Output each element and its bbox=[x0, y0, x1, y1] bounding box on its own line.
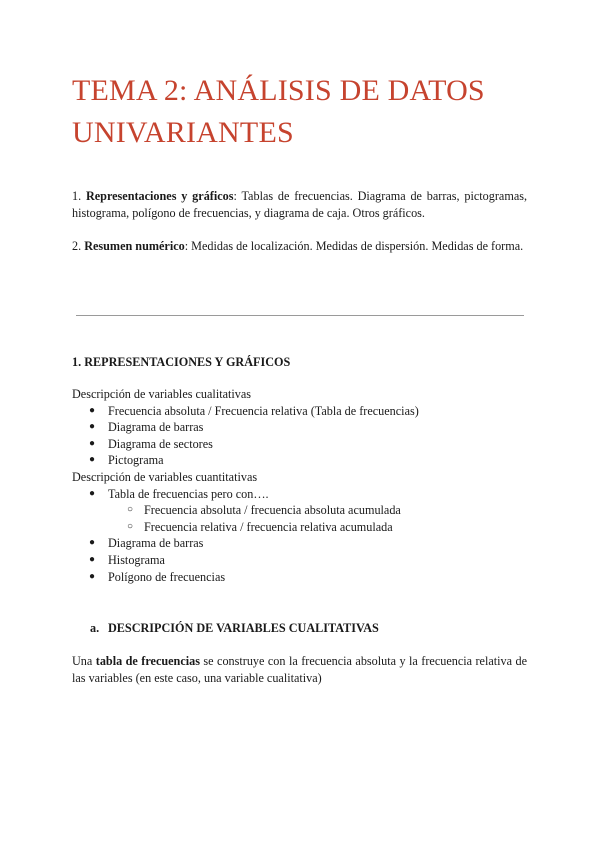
intro-item-2-bold: Resumen numérico bbox=[84, 239, 185, 253]
list-item-text: Pictograma bbox=[108, 453, 164, 468]
section-1-heading: 1. REPRESENTACIONES Y GRÁFICOS bbox=[72, 355, 291, 369]
sub-list-item bbox=[72, 502, 532, 519]
list-item bbox=[72, 569, 532, 586]
list-cualitativas bbox=[72, 403, 532, 469]
subsection-a-heading bbox=[90, 620, 379, 637]
subsection-a-paragraph bbox=[72, 653, 527, 687]
bullet-icon: ● bbox=[89, 404, 96, 416]
intro-item-2-number: 2. bbox=[72, 239, 82, 253]
bullet-icon: ● bbox=[89, 421, 96, 433]
intro-item-1-number: 1. bbox=[72, 189, 82, 203]
bullet-icon: ● bbox=[89, 487, 96, 499]
list-item bbox=[72, 403, 532, 420]
list-item-text: Diagrama de sectores bbox=[108, 436, 213, 451]
intro-item-2 bbox=[72, 238, 527, 255]
bullet-icon: ● bbox=[89, 437, 96, 449]
document-title: TEMA 2: ANÁLISIS DE DATOS UNIVARIANTES bbox=[72, 74, 485, 149]
list-item bbox=[72, 436, 532, 453]
group-label-cuantitativas: Descripción de variables cuantitativas bbox=[72, 469, 258, 484]
horizontal-divider bbox=[76, 315, 524, 316]
bullet-icon: ● bbox=[89, 570, 96, 582]
sub-list-item bbox=[72, 519, 532, 536]
paragraph-prefix: Una bbox=[72, 654, 96, 668]
bullet-icon: ● bbox=[89, 454, 96, 466]
intro-item-1-bold: Representaciones y gráficos bbox=[85, 189, 234, 203]
subsection-a-title: DESCRIPCIÓN DE VARIABLES CUALITATIVAS bbox=[108, 621, 379, 635]
list-item-text: Frecuencia absoluta / Frecuencia relativa (Tabla de frecuencias) bbox=[108, 403, 419, 418]
group-label-cualitativas: Descripción de variables cualitativas bbox=[72, 387, 252, 401]
list-item bbox=[72, 552, 532, 569]
intro-item-1 bbox=[72, 188, 527, 222]
list-item bbox=[72, 419, 532, 436]
list-item-text: Tabla de frecuencias pero con…. bbox=[108, 486, 269, 501]
paragraph-bold-term: tabla de frecuencias bbox=[95, 654, 200, 668]
sub-list-item-text: Frecuencia relativa / frecuencia relativa acumulada bbox=[144, 519, 393, 534]
section-1-outline bbox=[72, 386, 532, 585]
hollow-bullet-icon: ○ bbox=[127, 504, 134, 516]
intro-item-2-text: : Medidas de localización. Medidas de dispersión. Medidas de forma. bbox=[184, 239, 524, 253]
bullet-icon: ● bbox=[89, 553, 96, 565]
list-item bbox=[72, 452, 532, 469]
list-item-text: Diagrama de barras bbox=[108, 536, 204, 551]
paragraph-rest: se construye con la frecuencia absoluta y la frecuencia relativa de las variables (en este caso, una variable cualitativa) bbox=[72, 654, 527, 685]
list-item-text: Polígono de frecuencias bbox=[108, 569, 226, 584]
list-item bbox=[72, 486, 532, 503]
list-item-text: Histograma bbox=[108, 552, 165, 567]
hollow-bullet-icon: ○ bbox=[127, 520, 134, 532]
list-item bbox=[72, 535, 532, 552]
subsection-a-marker: a. bbox=[90, 621, 100, 635]
list-cuantitativas bbox=[72, 486, 532, 586]
intro-item-1-text: : Tablas de frecuencias. Diagrama de barras, pictogramas, histograma, polígono de frecuencias, y diagrama de caja. Otros gráficos. bbox=[72, 189, 528, 220]
bullet-icon: ● bbox=[89, 537, 96, 549]
sub-list-item-text: Frecuencia absoluta / frecuencia absoluta acumulada bbox=[144, 503, 401, 518]
list-item-text: Diagrama de barras bbox=[108, 420, 204, 435]
